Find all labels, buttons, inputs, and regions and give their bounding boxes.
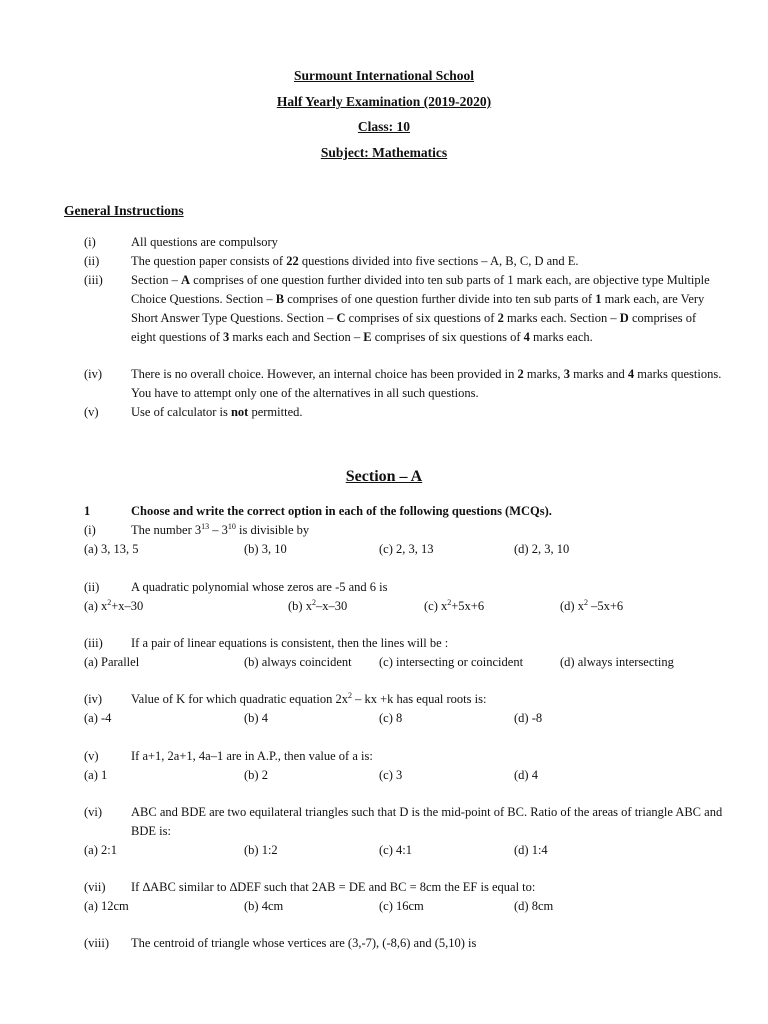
options-row <box>84 597 744 616</box>
option-b: (b) always coincident <box>244 655 352 669</box>
question-stem <box>84 690 724 709</box>
question-number: (viii) <box>84 936 109 950</box>
instruction-text: All questions are compulsory <box>131 235 278 249</box>
question-stem <box>84 803 724 841</box>
instruction-item <box>84 365 724 403</box>
instruction-number: (iii) <box>84 273 103 287</box>
question-stem <box>84 634 724 653</box>
option-c: (c) 3 <box>379 768 403 782</box>
option-d: (d) 1:4 <box>514 843 548 857</box>
option-c: (c) 16cm <box>379 899 424 913</box>
question-number: (vii) <box>84 880 106 894</box>
option-b: (b) $x^2-x-30$ <box>288 598 348 613</box>
question-text: The number $3^{13} - 3^{10}$ is divisible by <box>131 522 310 537</box>
exam-title: Half Yearly Examination (2019-2020) <box>276 94 492 109</box>
option-c: (c) $x^2+5x+6$ <box>424 598 485 613</box>
question-number: (i) <box>84 523 96 537</box>
question-text: If a+1, 2a+1, 4a–1 are in A.P., then value of a is: <box>131 749 373 763</box>
question-number: (vi) <box>84 805 103 819</box>
instruction-text: Section – A comprises of one question further divided into ten sub parts of 1 mark each, are objective type Multiple Choice Questions. Section – B comprises of one question further divide into ten sub parts of 1 mark each, are Very Short Answer Type Questions. Section – C comprises of six questions of 2 marks each. Section – D comprises of eight questions of 3 marks each and Section – E comprises of six questions of 4 marks each. <box>131 273 710 344</box>
general-instructions-title: General Instructions <box>64 203 184 218</box>
option-b: (b) 3, 10 <box>244 542 287 556</box>
school-name: Surmount International School <box>293 68 475 83</box>
question-stem <box>84 578 724 597</box>
options-row <box>84 653 744 672</box>
option-a: (a) 12cm <box>84 899 129 913</box>
option-c: (c) 8 <box>379 711 403 725</box>
question-text: Value of K for which quadratic equation $2x^2$ – kx +k has equal roots is: <box>131 691 487 706</box>
option-a: (a) 1 <box>84 768 108 782</box>
instruction-number: (i) <box>84 235 96 249</box>
instruction-number: (ii) <box>84 254 100 268</box>
option-a: (a) $x^2+x-30$ <box>84 598 144 613</box>
options-row <box>84 709 744 728</box>
question-number: (v) <box>84 749 99 763</box>
instruction-item <box>84 403 724 422</box>
question-number: (ii) <box>84 580 100 594</box>
section-a-title: Section – A <box>345 468 423 485</box>
question-text: Choose and write the correct option in each of the following questions (MCQs). <box>131 504 552 518</box>
question-text: ABC and BDE are two equilateral triangles such that D is the mid-point of BC. Ratio of the areas of triangle ABC and BDE is: <box>131 805 723 838</box>
question-stem <box>84 521 724 540</box>
question-number: (iii) <box>84 636 103 650</box>
option-d: (d) $x^2$ –5x+6 <box>560 598 624 613</box>
option-a: (a) 3, 13, 5 <box>84 542 139 556</box>
option-d: (d) 4 <box>514 768 538 782</box>
option-c: (c) 2, 3, 13 <box>379 542 434 556</box>
instruction-item <box>84 271 724 347</box>
option-a: (a) 2:1 <box>84 843 117 857</box>
instruction-item <box>84 252 724 271</box>
option-d: (d) -8 <box>514 711 543 725</box>
option-d: (d) 2, 3, 10 <box>514 542 570 556</box>
question-number: (iv) <box>84 692 103 706</box>
option-a: (a) -4 <box>84 711 112 725</box>
question-text: A quadratic polynomial whose zeros are -5 and 6 is <box>131 580 388 594</box>
instruction-text: Use of calculator is not permitted. <box>131 405 303 419</box>
option-a: (a) Parallel <box>84 655 140 669</box>
instruction-number: (v) <box>84 405 99 419</box>
option-c: (c) intersecting or coincident <box>379 655 524 669</box>
options-row <box>84 766 744 785</box>
option-b: (b) 2 <box>244 768 268 782</box>
question-1-heading <box>84 502 552 521</box>
question-text: The centroid of triangle whose vertices are (3,-7), (-8,6) and (5,10) is <box>131 936 477 950</box>
options-row <box>84 897 744 916</box>
option-c: (c) 4:1 <box>379 843 412 857</box>
option-d: (d) always intersecting <box>560 655 674 669</box>
options-row <box>84 841 744 860</box>
option-b: (b) 4 <box>244 711 268 725</box>
question-text: If ∆ABC similar to ∆DEF such that 2AB = DE and BC = 8cm the EF is equal to: <box>131 880 536 894</box>
question-stem <box>84 747 724 766</box>
options-row <box>84 540 744 559</box>
question-number: 1 <box>84 504 91 518</box>
subject-title: Subject: Mathematics <box>320 145 448 160</box>
instruction-text: There is no overall choice. However, an internal choice has been provided in 2 marks, 3 marks and 4 marks questions. You have to attempt only one of the alternatives in all such questions. <box>131 367 722 400</box>
option-b: (b) 4cm <box>244 899 284 913</box>
instruction-text: The question paper consists of 22 questions divided into five sections – A, B, C, D and E. <box>131 254 579 268</box>
class-title: Class: 10 <box>357 119 411 134</box>
question-text: If a pair of linear equations is consistent, then the lines will be : <box>131 636 449 650</box>
instruction-number: (iv) <box>84 367 103 381</box>
option-b: (b) 1:2 <box>244 843 278 857</box>
option-d: (d) 8cm <box>514 899 554 913</box>
instruction-item <box>84 233 724 252</box>
question-stem <box>84 934 724 953</box>
question-stem <box>84 878 724 897</box>
